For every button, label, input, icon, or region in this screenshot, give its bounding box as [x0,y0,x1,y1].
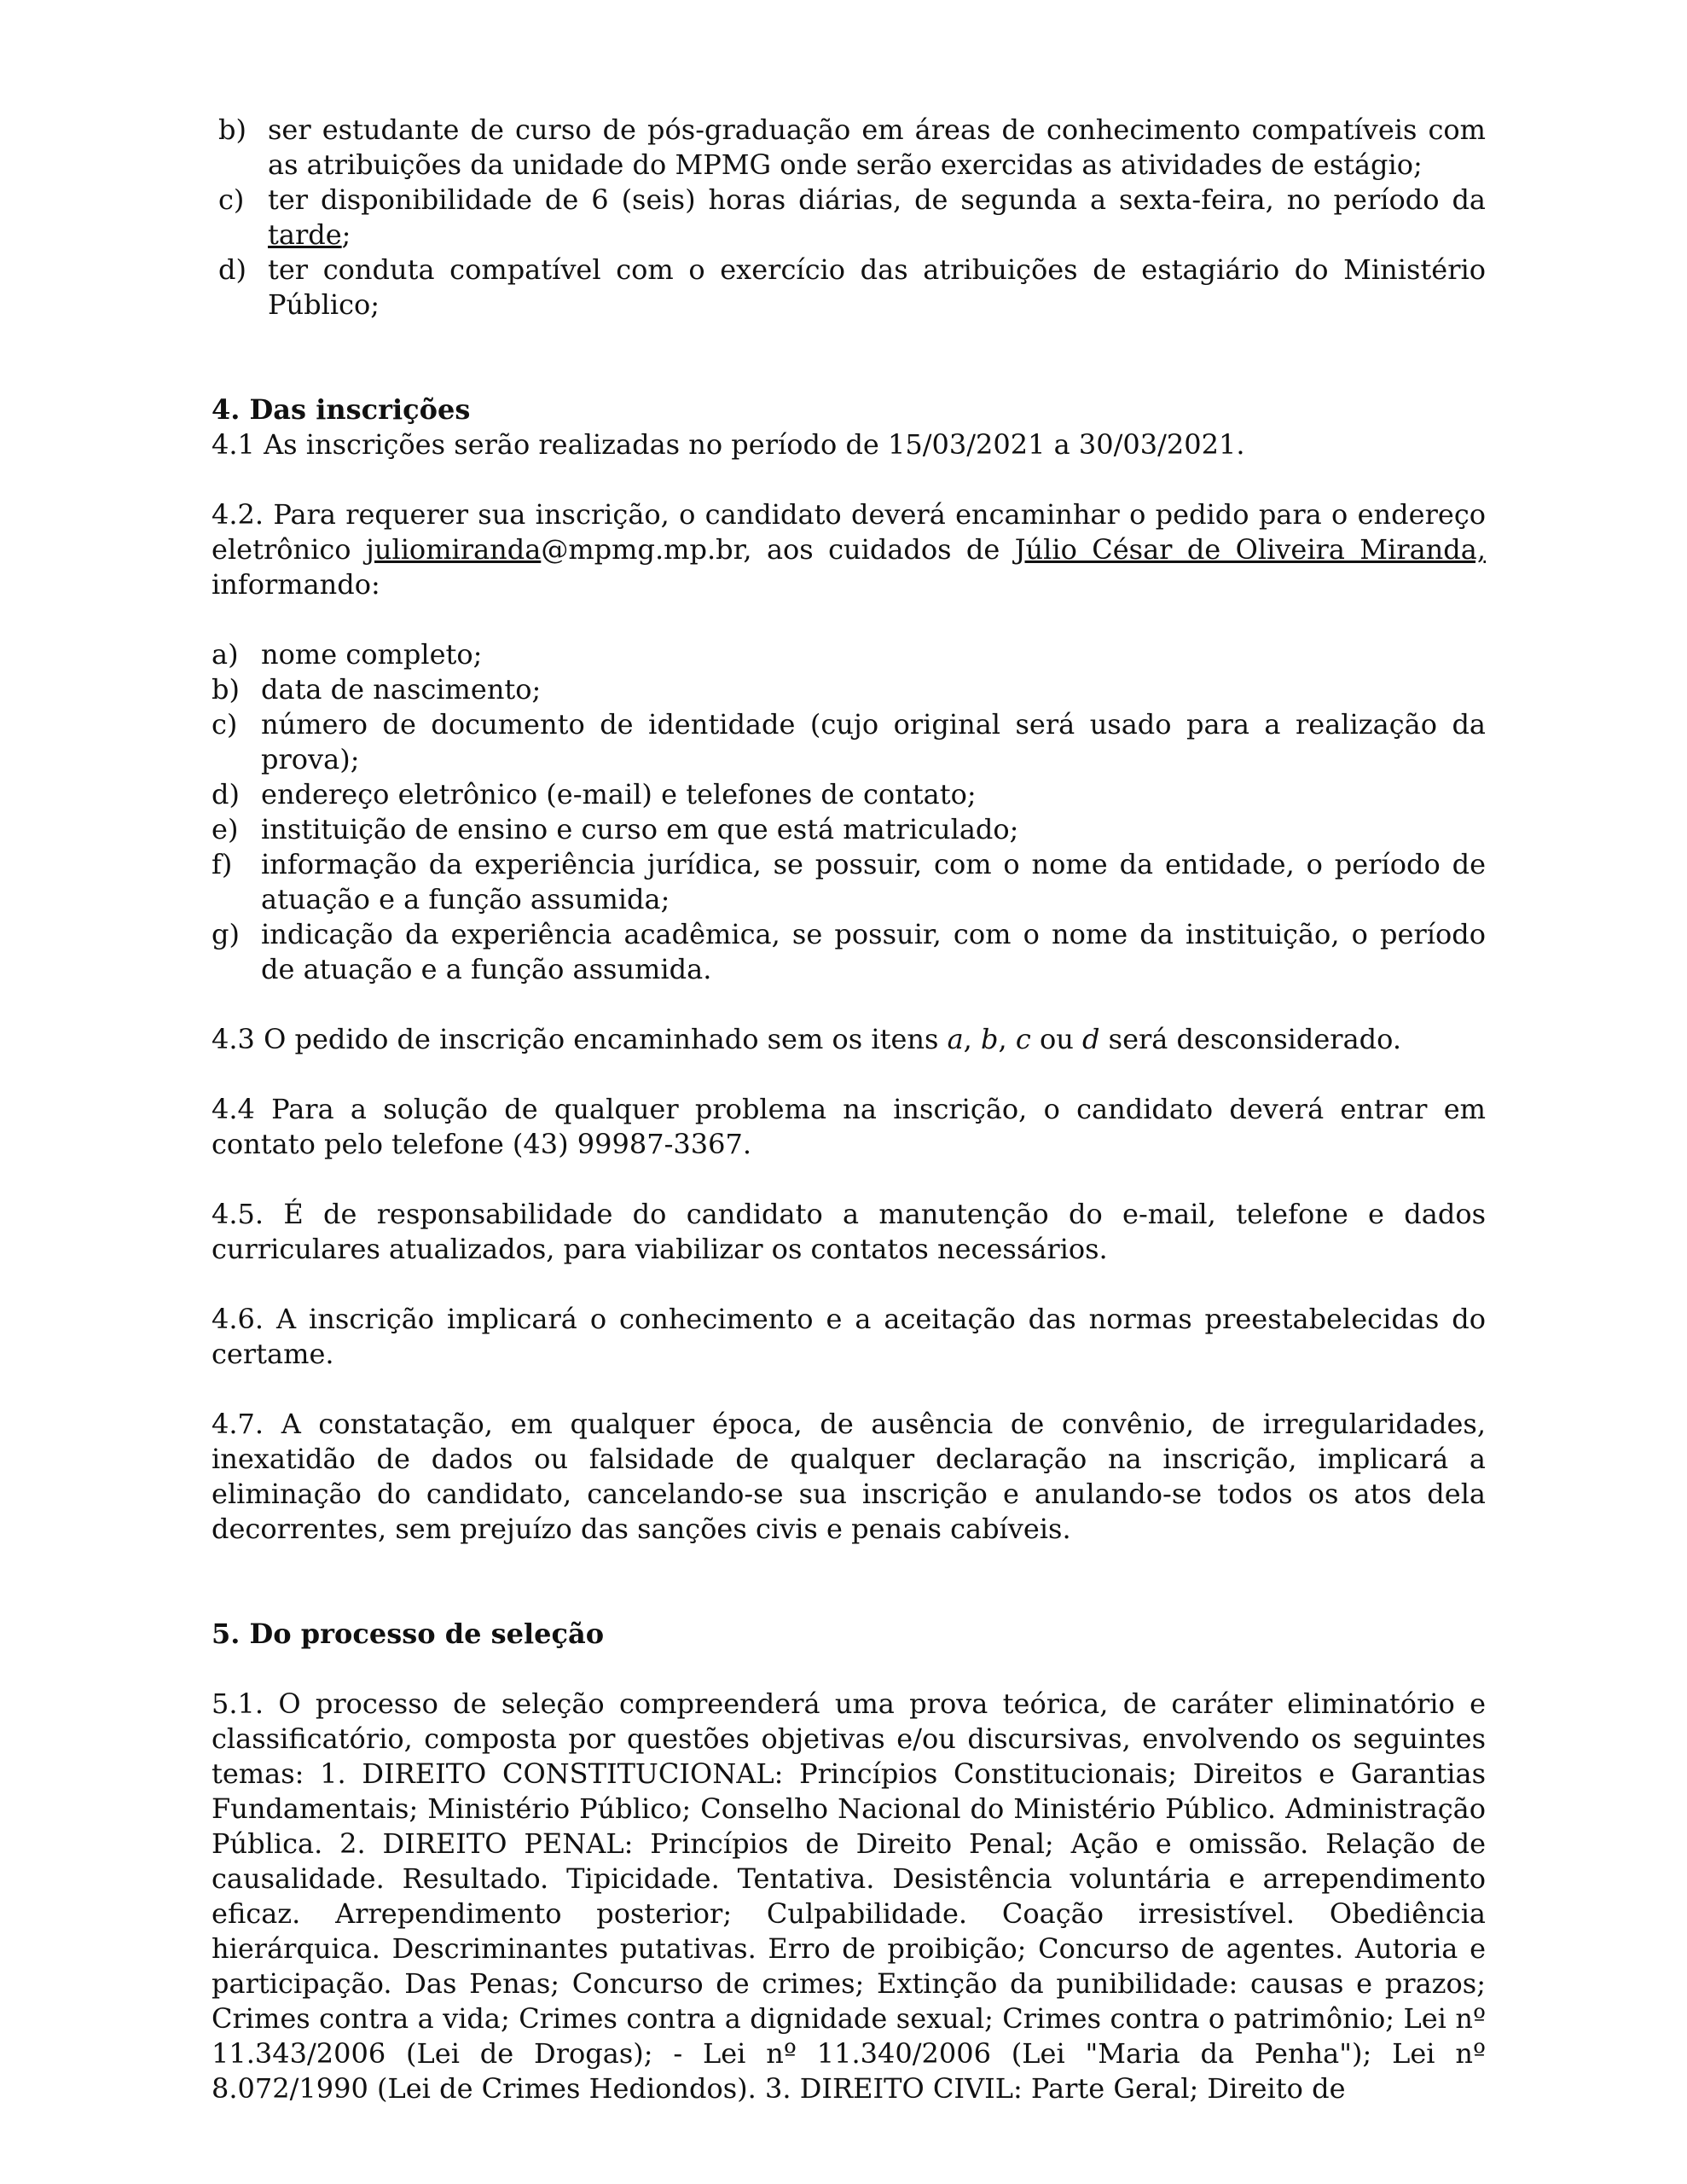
requirements-list [212,113,1486,322]
list-item-text: informação da experiência jurídica, se possuir, com o nome da entidade, o período de atuação e a função assumida; [261,848,1486,915]
paragraph-4-1: 4.1 As inscrições serão realizadas no período de 15/03/2021 a 30/03/2021. [212,428,1245,461]
list-item [212,113,1486,183]
list-marker: d) [212,778,240,810]
item-ref-b: b [981,1023,999,1055]
list-marker: a) [212,638,239,671]
separator: , [998,1023,1016,1055]
list-item-text: ser estudante de curso de pós-graduação em áreas de conhecimento compatíveis com as atribuições da unidade do MPMG onde serão exercidas as atividades de estágio; [268,113,1486,181]
list-item [212,672,1486,707]
list-marker: g) [212,918,240,950]
paragraph-text: , aos cuidados de [743,533,1015,566]
item-ref-c: c [1015,1023,1031,1055]
paragraph-text: será desconsiderado. [1099,1023,1401,1055]
separator: ou [1030,1023,1082,1055]
email-user: juliomiranda [365,533,542,566]
item-ref-d: d [1081,1023,1100,1055]
list-item [212,637,1486,672]
list-item [212,183,1486,253]
list-item-text: ter conduta compatível com o exercício das atribuições de estagiário do Ministério Público; [268,253,1486,321]
list-marker: b) [212,673,240,706]
paragraph-text: 4.2. Para requerer sua inscrição, o candidato deverá encaminhar o pedido para o endereço eletrônico [212,498,1486,566]
paragraph-4-6: 4.6. A inscrição implicará o conhecimento e a aceitação das normas preestabelecidas do certame. [212,1303,1486,1370]
list-item [212,777,1486,812]
paragraph-4-4: 4.4 Para a solução de qualquer problema na inscrição, o candidato deverá entrar em contato pelo telefone (43) 99987-3367. [212,1093,1486,1160]
list-marker: c) [218,183,245,216]
document-page [212,113,1486,2106]
paragraph-4-5: 4.5. É de responsabilidade do candidato a manutenção do e-mail, telefone e dados curriculares atualizados, para viabilizar os contatos necessários. [212,1198,1486,1265]
email-domain: @mpmg.mp.br [541,533,744,566]
list-marker: c) [212,708,238,741]
list-item-text: nome completo; [261,638,483,671]
list-marker: b) [218,113,246,146]
list-marker: e) [212,813,239,845]
list-item-text: número de documento de identidade (cujo original será usado para a realização da prova); [261,708,1486,775]
inscription-fields-list [212,637,1486,987]
list-item-text: ; [341,218,351,251]
underlined-word: tarde [268,218,342,251]
section-heading: 4. Das inscrições [212,393,471,426]
separator: , [963,1023,982,1055]
list-item [212,917,1486,987]
list-item [212,812,1486,847]
list-marker: f) [212,848,233,880]
paragraph-5-1: 5.1. O processo de seleção compreenderá uma prova teórica, de caráter eliminatório e classificatório, composta por questões objetivas e/ou discursivas, envolvendo os seguintes temas: 1. DIREITO CONSTITUCIONAL: Princípios Constitucionais; Direitos e Garantias Fundamentais; Ministério Público; Conselho Nacional do Ministério Público. Administração Pública. 2. DIREITO PENAL: Princípios de Direito Penal; Ação e omissão. Relação de causalidade. Resultado. Tipicidade. Tentativa. Desistência voluntária e arrependimento eficaz. Arrependimento posterior; Culpabilidade. Coação irresistível. Obediência hierárquica. Descriminantes putativas. Erro de proibição; Concurso de agentes. Autoria e participação. Das Penas; Concurso de crimes; Extinção da punibilidade: causas e prazos; Crimes contra a vida; Crimes contra a dignidade sexual; Crimes contra o patrimônio; Lei nº 11.343/2006 (Lei de Drogas); - Lei nº 11.340/2006 (Lei "Maria da Penha"); Lei nº 8.072/1990 (Lei de Crimes Hediondos). 3. DIREITO CIVIL: Parte Geral; Direito de [212,1687,1486,2105]
paragraph-4-3 [212,1022,1486,1057]
list-item-text: endereço eletrônico (e-mail) e telefones de contato; [261,778,977,810]
list-marker: d) [218,253,246,286]
paragraph-4-2 [212,497,1486,602]
list-item-text: ter disponibilidade de 6 (seis) horas diárias, de segunda a sexta-feira, no período da [268,183,1486,216]
list-item-text: data de nascimento; [261,673,542,706]
list-item [212,707,1486,777]
paragraph-4-7: 4.7. A constatação, em qualquer época, de ausência de convênio, de irregularidades, inexatidão de dados ou falsidade de qualquer declaração na inscrição, implicará a eliminação do candidato, cancelando-se sua inscrição e anulando-se todos os atos dela decorrentes, sem prejuízo das sanções civis e penais cabíveis. [212,1408,1486,1545]
section-heading: 5. Do processo de seleção [212,1618,605,1650]
item-ref-a: a [947,1023,964,1055]
list-item-text: indicação da experiência acadêmica, se possuir, com o nome da instituição, o período de atuação e a função assumida. [261,918,1486,985]
paragraph-text: 4.3 O pedido de inscrição encaminhado sem os itens [212,1023,948,1055]
list-item-text: instituição de ensino e curso em que está matriculado; [261,813,1019,845]
list-item [212,847,1486,917]
paragraph-text: informando: [212,568,380,601]
list-item [212,253,1486,322]
contact-name: Júlio César de Oliveira Miranda, [1014,533,1486,566]
